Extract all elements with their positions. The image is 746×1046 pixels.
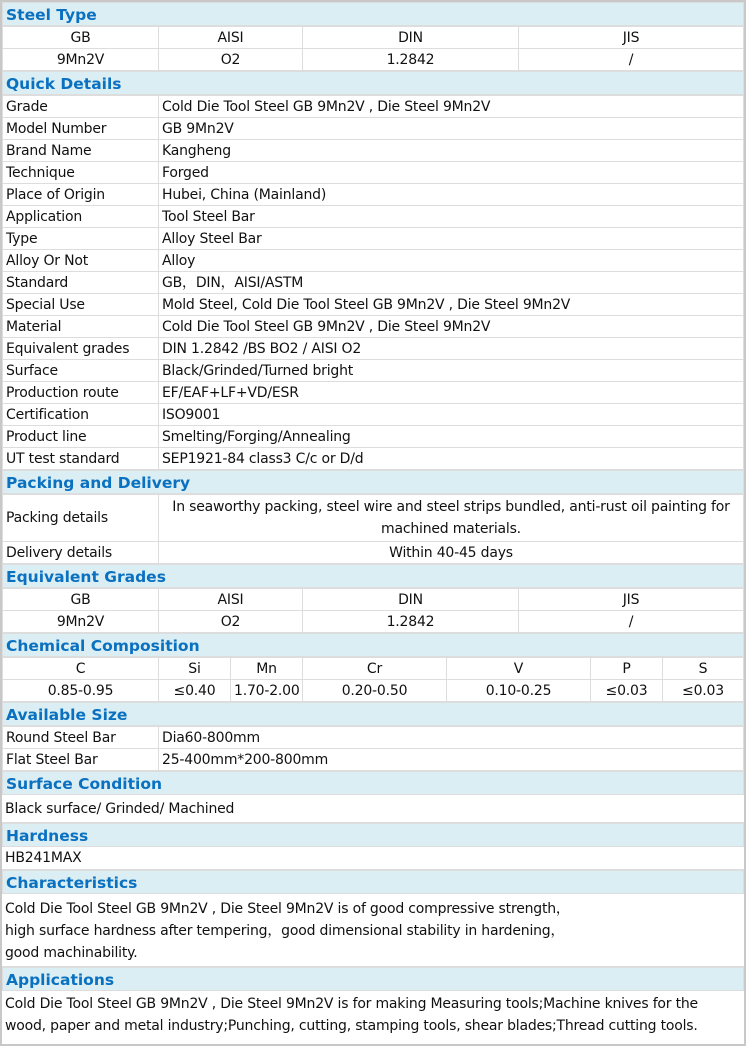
element-header: Si: [159, 658, 231, 680]
section-equivalent-grades: Equivalent Grades: [2, 564, 744, 588]
detail-label: Special Use: [3, 294, 159, 316]
value-cell: /: [519, 49, 744, 71]
characteristics-text: [2, 894, 744, 967]
detail-label: Type: [3, 228, 159, 250]
quick-detail-row: [3, 404, 744, 426]
hardness-text: HB241MAX: [2, 847, 744, 870]
detail-value: GB，DIN，AISI/ASTM: [159, 272, 744, 294]
quick-detail-row: [3, 118, 744, 140]
surface-text: Black surface/ Grinded/ Machined: [2, 795, 744, 823]
header-cell: AISI: [159, 27, 303, 49]
element-header: S: [663, 658, 744, 680]
element-value: 0.85-0.95: [3, 680, 159, 702]
detail-label: Surface: [3, 360, 159, 382]
detail-label: Model Number: [3, 118, 159, 140]
size-value: Dia60-800mm: [159, 727, 744, 749]
section-chemical: Chemical Composition: [2, 633, 744, 657]
value-cell: 9Mn2V: [3, 49, 159, 71]
delivery-label: Delivery details: [3, 542, 159, 564]
packing-label: Packing details: [3, 495, 159, 542]
element-header: V: [447, 658, 591, 680]
element-value: ≤0.40: [159, 680, 231, 702]
quick-detail-row: [3, 338, 744, 360]
size-table: [2, 726, 744, 771]
detail-label: Production route: [3, 382, 159, 404]
header-cell: DIN: [303, 27, 519, 49]
element-value: 1.70-2.00: [231, 680, 303, 702]
characteristics-line: high surface hardness after tempering，good dimensional stability in hardening，: [5, 923, 565, 939]
value-cell: O2: [159, 611, 303, 633]
detail-label: UT test standard: [3, 448, 159, 470]
equivalent-table: [2, 588, 744, 633]
detail-value: Kangheng: [159, 140, 744, 162]
packing-value: In seaworthy packing, steel wire and steel strips bundled, anti-rust oil painting for machined materials.: [159, 495, 744, 542]
element-value: ≤0.03: [663, 680, 744, 702]
element-header: C: [3, 658, 159, 680]
detail-value: Hubei, China (Mainland): [159, 184, 744, 206]
quick-detail-row: [3, 448, 744, 470]
value-cell: 1.2842: [303, 611, 519, 633]
header-cell: JIS: [519, 27, 744, 49]
quick-detail-row: [3, 426, 744, 448]
section-characteristics: Characteristics: [2, 870, 744, 894]
element-value: 0.20-0.50: [303, 680, 447, 702]
detail-value: Tool Steel Bar: [159, 206, 744, 228]
quick-detail-row: [3, 228, 744, 250]
quick-detail-row: [3, 250, 744, 272]
detail-value: ISO9001: [159, 404, 744, 426]
header-cell: GB: [3, 27, 159, 49]
characteristics-line: Cold Die Tool Steel GB 9Mn2V , Die Steel 9Mn2V is of good compressive strength，: [5, 901, 570, 917]
quick-detail-row: [3, 96, 744, 118]
section-steel-type: Steel Type: [2, 2, 744, 26]
quick-detail-row: [3, 294, 744, 316]
detail-label: Standard: [3, 272, 159, 294]
value-cell: 9Mn2V: [3, 611, 159, 633]
element-header: Cr: [303, 658, 447, 680]
quick-detail-row: [3, 272, 744, 294]
detail-label: Equivalent grades: [3, 338, 159, 360]
quick-detail-row: [3, 140, 744, 162]
size-value: 25-400mm*200-800mm: [159, 749, 744, 771]
section-hardness: Hardness: [2, 823, 744, 847]
header-cell: JIS: [519, 589, 744, 611]
quick-detail-row: [3, 360, 744, 382]
characteristics-line: good machinability.: [5, 945, 138, 961]
detail-value: SEP1921-84 class3 C/c or D/d: [159, 448, 744, 470]
header-cell: GB: [3, 589, 159, 611]
detail-value: Forged: [159, 162, 744, 184]
section-available-size: Available Size: [2, 702, 744, 726]
element-value: ≤0.03: [591, 680, 663, 702]
quick-detail-row: [3, 162, 744, 184]
applications-text: Cold Die Tool Steel GB 9Mn2V , Die Steel 9Mn2V is for making Measuring tools;Machine knives for the wood, paper and metal industry;Punching, cutting, stamping tools, shear blades;Thread cutting tools.: [5, 996, 698, 1034]
detail-value: Cold Die Tool Steel GB 9Mn2V , Die Steel 9Mn2V: [159, 316, 744, 338]
size-label: Round Steel Bar: [3, 727, 159, 749]
value-cell: O2: [159, 49, 303, 71]
delivery-value: Within 40-45 days: [159, 542, 744, 564]
element-value: 0.10-0.25: [447, 680, 591, 702]
quick-detail-row: [3, 316, 744, 338]
detail-value: Smelting/Forging/Annealing: [159, 426, 744, 448]
detail-label: Alloy Or Not: [3, 250, 159, 272]
value-cell: /: [519, 611, 744, 633]
steel-type-table: [2, 26, 744, 71]
header-cell: AISI: [159, 589, 303, 611]
detail-label: Certification: [3, 404, 159, 426]
detail-label: Product line: [3, 426, 159, 448]
section-applications: Applications: [2, 967, 744, 991]
quick-detail-row: [3, 382, 744, 404]
detail-value: Mold Steel, Cold Die Tool Steel GB 9Mn2V , Die Steel 9Mn2V: [159, 294, 744, 316]
quick-details-table: [2, 95, 744, 470]
value-cell: 1.2842: [303, 49, 519, 71]
detail-value: DIN 1.2842 /BS BO2 / AISI O2: [159, 338, 744, 360]
quick-detail-row: [3, 206, 744, 228]
element-header: Mn: [231, 658, 303, 680]
detail-value: GB 9Mn2V: [159, 118, 744, 140]
section-packing: Packing and Delivery: [2, 470, 744, 494]
element-header: P: [591, 658, 663, 680]
detail-value: EF/EAF+LF+VD/ESR: [159, 382, 744, 404]
section-surface-condition: Surface Condition: [2, 771, 744, 795]
detail-label: Application: [3, 206, 159, 228]
chemical-table: [2, 657, 744, 702]
detail-label: Material: [3, 316, 159, 338]
detail-label: Brand Name: [3, 140, 159, 162]
detail-value: Cold Die Tool Steel GB 9Mn2V , Die Steel 9Mn2V: [159, 96, 744, 118]
detail-label: Technique: [3, 162, 159, 184]
size-label: Flat Steel Bar: [3, 749, 159, 771]
detail-value: Alloy Steel Bar: [159, 228, 744, 250]
quick-detail-row: [3, 184, 744, 206]
packing-table: [2, 494, 744, 564]
section-quick-details: Quick Details: [2, 71, 744, 95]
detail-value: Black/Grinded/Turned bright: [159, 360, 744, 382]
detail-value: Alloy: [159, 250, 744, 272]
detail-label: Grade: [3, 96, 159, 118]
detail-label: Place of Origin: [3, 184, 159, 206]
header-cell: DIN: [303, 589, 519, 611]
